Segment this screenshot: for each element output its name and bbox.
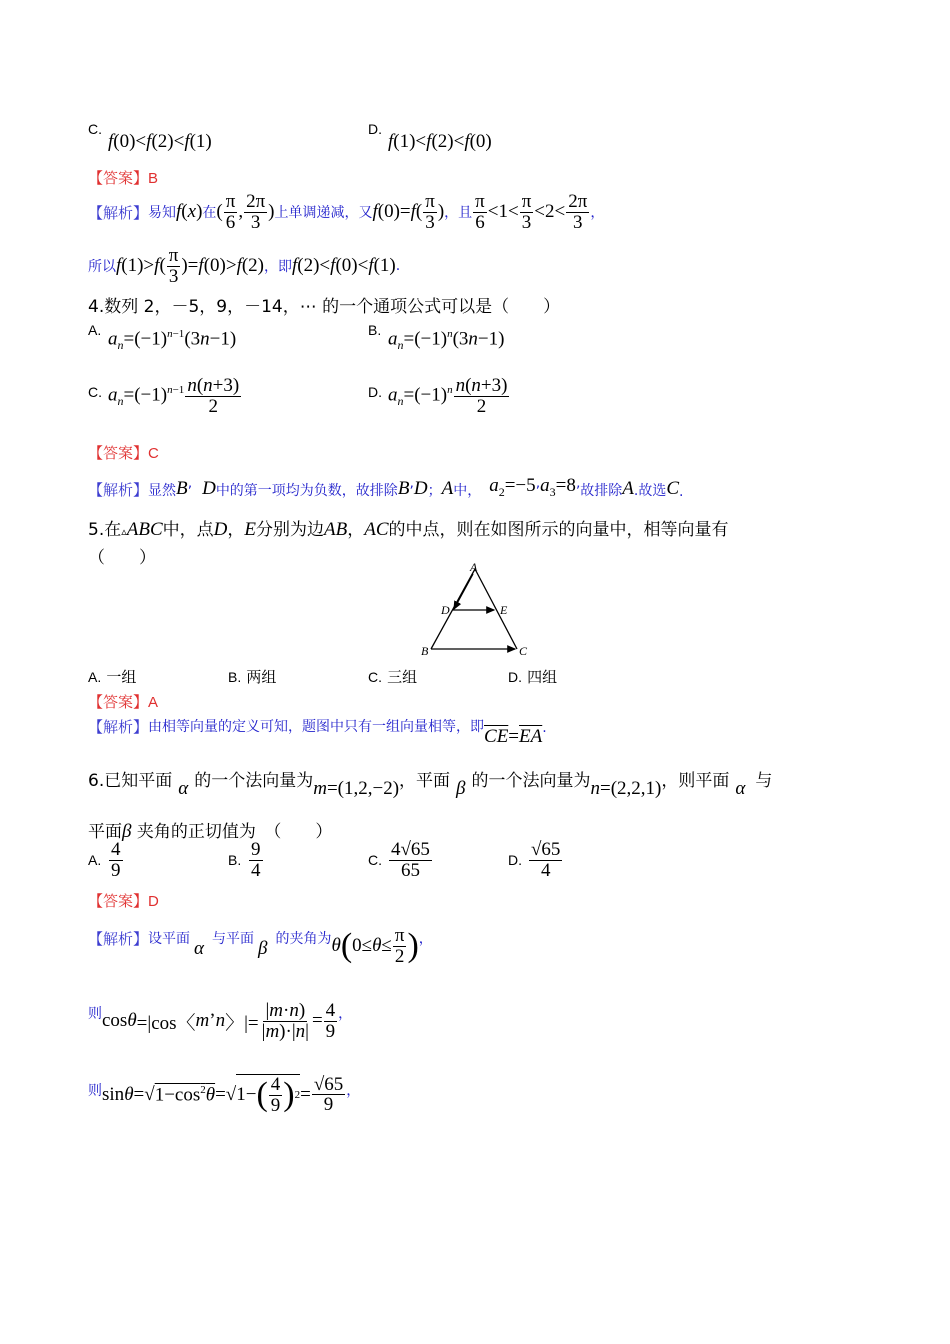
q6-explanation-line3: 则 sin θ =√ $1-\cos^2\theta$ =√ 1− ( $\frac{4}{9}$ ) 2 = $\frac{√65}{9}$ ， bbox=[88, 1073, 361, 1116]
vertex-c: C bbox=[519, 644, 528, 658]
exp-math: $\frac{\pi}{6}$ <1< $\frac{\pi}{3}$ <2< $\frac{2\pi}{3}$ bbox=[475, 191, 588, 233]
vertex-d: D bbox=[441, 603, 450, 617]
answer-tag: 【答案】 bbox=[88, 693, 149, 711]
stem-text: 5.在 bbox=[88, 520, 122, 540]
vertex-a: A bbox=[470, 560, 478, 574]
stem-math: α bbox=[735, 778, 746, 799]
exp-math: $a_2=-5$ bbox=[489, 475, 536, 499]
q4-answer bbox=[88, 442, 159, 463]
exp-text: ，即 bbox=[264, 259, 292, 276]
exp-math: f(1)>f( $\frac{\pi}{3}$ )=f(0)>f(2) bbox=[116, 245, 264, 287]
segment-ac bbox=[475, 569, 517, 649]
option-c-label: C. bbox=[88, 121, 102, 137]
option-label: A. bbox=[88, 669, 102, 685]
q3-answer bbox=[88, 167, 158, 188]
q5-stem-paren: （ ） bbox=[88, 548, 156, 568]
q6-option-d-expr: $\frac{√65}{4}$ bbox=[531, 839, 561, 881]
q5-option-d bbox=[508, 666, 557, 687]
q5-explanation: 【解析】 由相等向量的定义可知，题图中只有一组向量相等，即 $\overline{CE}=\overline{EA}$ . bbox=[88, 718, 547, 747]
q6-explanation-line1: 【解析】 设平面 α 与平面 β 的夹角为 θ ( 0≤ θ ≤ $\frac{\pi}{2}$ ) ， bbox=[88, 925, 433, 967]
vertex-e: E bbox=[500, 603, 508, 617]
stem-text: 中，点 bbox=[162, 520, 214, 540]
exp-text: ，且 bbox=[444, 205, 473, 222]
q5-stem: 5.在▵ABC中，点D，E分别为边AB，AC的中点，则在如图所示的向量中，相等向量有 bbox=[88, 519, 729, 540]
q4-option-a-expr: $a_n=(-1)^{n-1}(3n-1)$ bbox=[108, 328, 237, 353]
option-c-expr: f(0)<f(2)<f(1) bbox=[108, 131, 212, 152]
stem-text: ，则平面 bbox=[661, 771, 730, 791]
triangle-figure bbox=[418, 560, 533, 660]
exp-text: 易知 bbox=[148, 205, 177, 222]
exp-math: f(x) bbox=[176, 201, 203, 223]
explanation-tag: 【解析】 bbox=[88, 481, 149, 499]
stem-text: 的一个法向量为 bbox=[194, 771, 314, 791]
option-text: 四组 bbox=[527, 668, 558, 686]
exp-math: β bbox=[258, 938, 268, 959]
answer-letter: C bbox=[148, 445, 159, 462]
stem-text: 分别为边 bbox=[256, 520, 324, 540]
exp-text: .故选 bbox=[633, 483, 667, 499]
q6-explanation-line2: 则 cos θ =|cos〈 m ’ n 〉|= $\frac{|m\cdot n)}{|m)\cdot|n|}$ = $\frac{4}{9}$ ， bbox=[88, 1000, 353, 1042]
exp-text: 显然 bbox=[148, 483, 177, 499]
exp-math: θ ( 0≤ θ ≤ $\frac{\pi}{2}$ ) bbox=[331, 925, 419, 967]
exp-text: 的夹角为 bbox=[275, 931, 332, 947]
segment-ab bbox=[431, 569, 475, 649]
stem-math: β bbox=[122, 821, 132, 842]
q4-option-c-expr: $a_n=(-1)^{n-1}$ $\frac{n(n+3)}{2}$ bbox=[108, 375, 240, 417]
exp-text: 设平面 bbox=[148, 931, 191, 947]
q4-option-d-label: D. bbox=[368, 384, 382, 400]
exp-math: C bbox=[666, 478, 680, 499]
explanation-tag: 【解析】 bbox=[88, 203, 149, 222]
exp-text: 故排除 bbox=[580, 483, 623, 499]
exp-text: 由相等向量的定义可知，题图中只有一组向量相等，即 bbox=[148, 719, 485, 735]
q6-option-a-label: A. bbox=[88, 852, 102, 868]
option-text: 两组 bbox=[246, 668, 277, 686]
answer-tag: 【答案】 bbox=[88, 169, 149, 187]
q5-option-b bbox=[228, 666, 276, 687]
exp-text: 在 bbox=[202, 205, 217, 222]
exp-math: A bbox=[441, 478, 454, 499]
stem-text: 与 bbox=[755, 771, 773, 791]
q6-stem-line1 bbox=[88, 766, 772, 800]
answer-letter: D bbox=[148, 893, 159, 910]
vertex-b: B bbox=[421, 644, 429, 658]
exp-math: cos θ =|cos〈 m ’ n 〉|= $\frac{|m\cdot n)}{|m)\cdot|n|}$ = $\frac{4}{9}$ bbox=[102, 1000, 336, 1042]
exp-math: D bbox=[202, 478, 216, 499]
q4-explanation: 【解析】 显然 B ’ D 中的第一项均为负数，故排除 B ’ D ； A 中， $a_2=-5$ ’ $a_3=8$ ’ 故排除 A .故选 C . bbox=[88, 475, 684, 500]
q4-option-d-expr: $a_n=(-1)^n$ $\frac{n(n+3)}{2}$ bbox=[388, 375, 508, 417]
q6-option-c-expr: $\frac{4√65}{65}$ bbox=[391, 839, 430, 881]
exp-math: B bbox=[397, 478, 410, 499]
exp-math: $a_3=8$ bbox=[540, 475, 576, 499]
exp-math: A bbox=[622, 478, 634, 499]
option-text: 一组 bbox=[106, 668, 137, 686]
exp-text: 则 bbox=[88, 1006, 102, 1022]
q6-answer bbox=[88, 890, 159, 911]
stem-math: β bbox=[456, 778, 466, 799]
q3-explanation-line1: 【解析】 易知 f(x) 在 ( $\frac{\pi}{6}$ , $\frac{2\pi}{3}$ ) 上单调递减，又 f(0)=f( $\frac{\pi}{3}$ ) ，且 $\frac{\pi}{6}$ <1< $\frac{\pi}{3}$ <2< $\frac{2\pi}{3}$ ， bbox=[88, 191, 605, 233]
answer-letter: A bbox=[148, 694, 159, 711]
q5-answer bbox=[88, 691, 158, 712]
exp-text: 则 bbox=[88, 1083, 102, 1099]
exp-math: D bbox=[413, 478, 428, 499]
q6-option-a-expr: $\frac{4}{9}$ bbox=[111, 839, 121, 881]
exp-text: 上单调递减，又 bbox=[274, 205, 373, 222]
stem-text: 的中点，则在如图所示的向量中，相等向量有 bbox=[388, 520, 729, 540]
q4-option-b-label: B. bbox=[368, 322, 382, 338]
option-label: D. bbox=[508, 669, 522, 685]
q3-explanation-line2: 所以 f(1)>f( $\frac{\pi}{3}$ )=f(0)>f(2) ，即 f(2)<f(0)<f(1) . bbox=[88, 245, 401, 287]
option-label: B. bbox=[228, 669, 242, 685]
exp-text: 中， bbox=[453, 483, 482, 499]
q5-option-a bbox=[88, 666, 136, 687]
answer-tag: 【答案】 bbox=[88, 892, 149, 910]
option-label: C. bbox=[368, 669, 382, 685]
vector-ad bbox=[454, 574, 473, 609]
vector-ad-head bbox=[454, 572, 476, 610]
exp-math: sin θ =√ $1-\cos^2\theta$ =√ 1− ( $\frac{4}{9}$ ) 2 = $\frac{√65}{9}$ bbox=[102, 1073, 344, 1116]
exp-math: α bbox=[194, 938, 204, 959]
exp-text: 所以 bbox=[88, 259, 116, 276]
explanation-tag: 【解析】 bbox=[88, 718, 149, 736]
exp-math: $\overline{CE}=\overline{EA}$ bbox=[484, 726, 543, 747]
exp-math: f(2)<f(0)<f(1) bbox=[292, 255, 396, 277]
option-d-expr: f(1)<f(2)<f(0) bbox=[388, 131, 492, 152]
explanation-tag: 【解析】 bbox=[88, 930, 149, 948]
exp-text: 中的第一项均为负数，故排除 bbox=[215, 483, 398, 499]
exp-math: f(0)=f( $\frac{\pi}{3}$ ) bbox=[372, 191, 445, 233]
stem-math: m=(1,2,−2) bbox=[313, 778, 400, 799]
answer-letter: B bbox=[148, 170, 159, 187]
exp-text: 与平面 bbox=[212, 931, 254, 947]
q4-option-c-label: C. bbox=[88, 384, 102, 400]
stem-math: n=(2,2,1) bbox=[590, 778, 662, 799]
stem-text: 平面 bbox=[88, 822, 122, 842]
q6-option-c-label: C. bbox=[368, 852, 382, 868]
exp-math: ( $\frac{\pi}{6}$ , $\frac{2\pi}{3}$ ) bbox=[216, 191, 275, 233]
q6-stem-line2 bbox=[88, 817, 332, 843]
option-d-label: D. bbox=[368, 121, 382, 137]
stem-text: 6.已知平面 bbox=[88, 771, 173, 791]
q6-option-b-expr: $\frac{9}{4}$ bbox=[251, 839, 261, 881]
stem-math: α bbox=[178, 778, 189, 799]
exp-math: B bbox=[176, 478, 188, 499]
q6-option-b-label: B. bbox=[228, 852, 242, 868]
stem-text: ，平面 bbox=[399, 771, 451, 791]
option-text: 三组 bbox=[387, 668, 418, 686]
q5-option-c bbox=[368, 666, 417, 687]
q6-option-d-label: D. bbox=[508, 852, 522, 868]
q4-option-b-expr: $a_n=(-1)^n(3n-1)$ bbox=[388, 328, 505, 353]
stem-text: 的一个法向量为 bbox=[471, 771, 591, 791]
answer-tag: 【答案】 bbox=[88, 444, 149, 462]
stem-text: 夹角的正切值为 （ ） bbox=[136, 822, 333, 842]
q4-stem: 4.数列 2，－5，9，－14，⋯ 的一个通项公式可以是（ ） bbox=[88, 297, 561, 317]
q4-option-a-label: A. bbox=[88, 322, 102, 338]
